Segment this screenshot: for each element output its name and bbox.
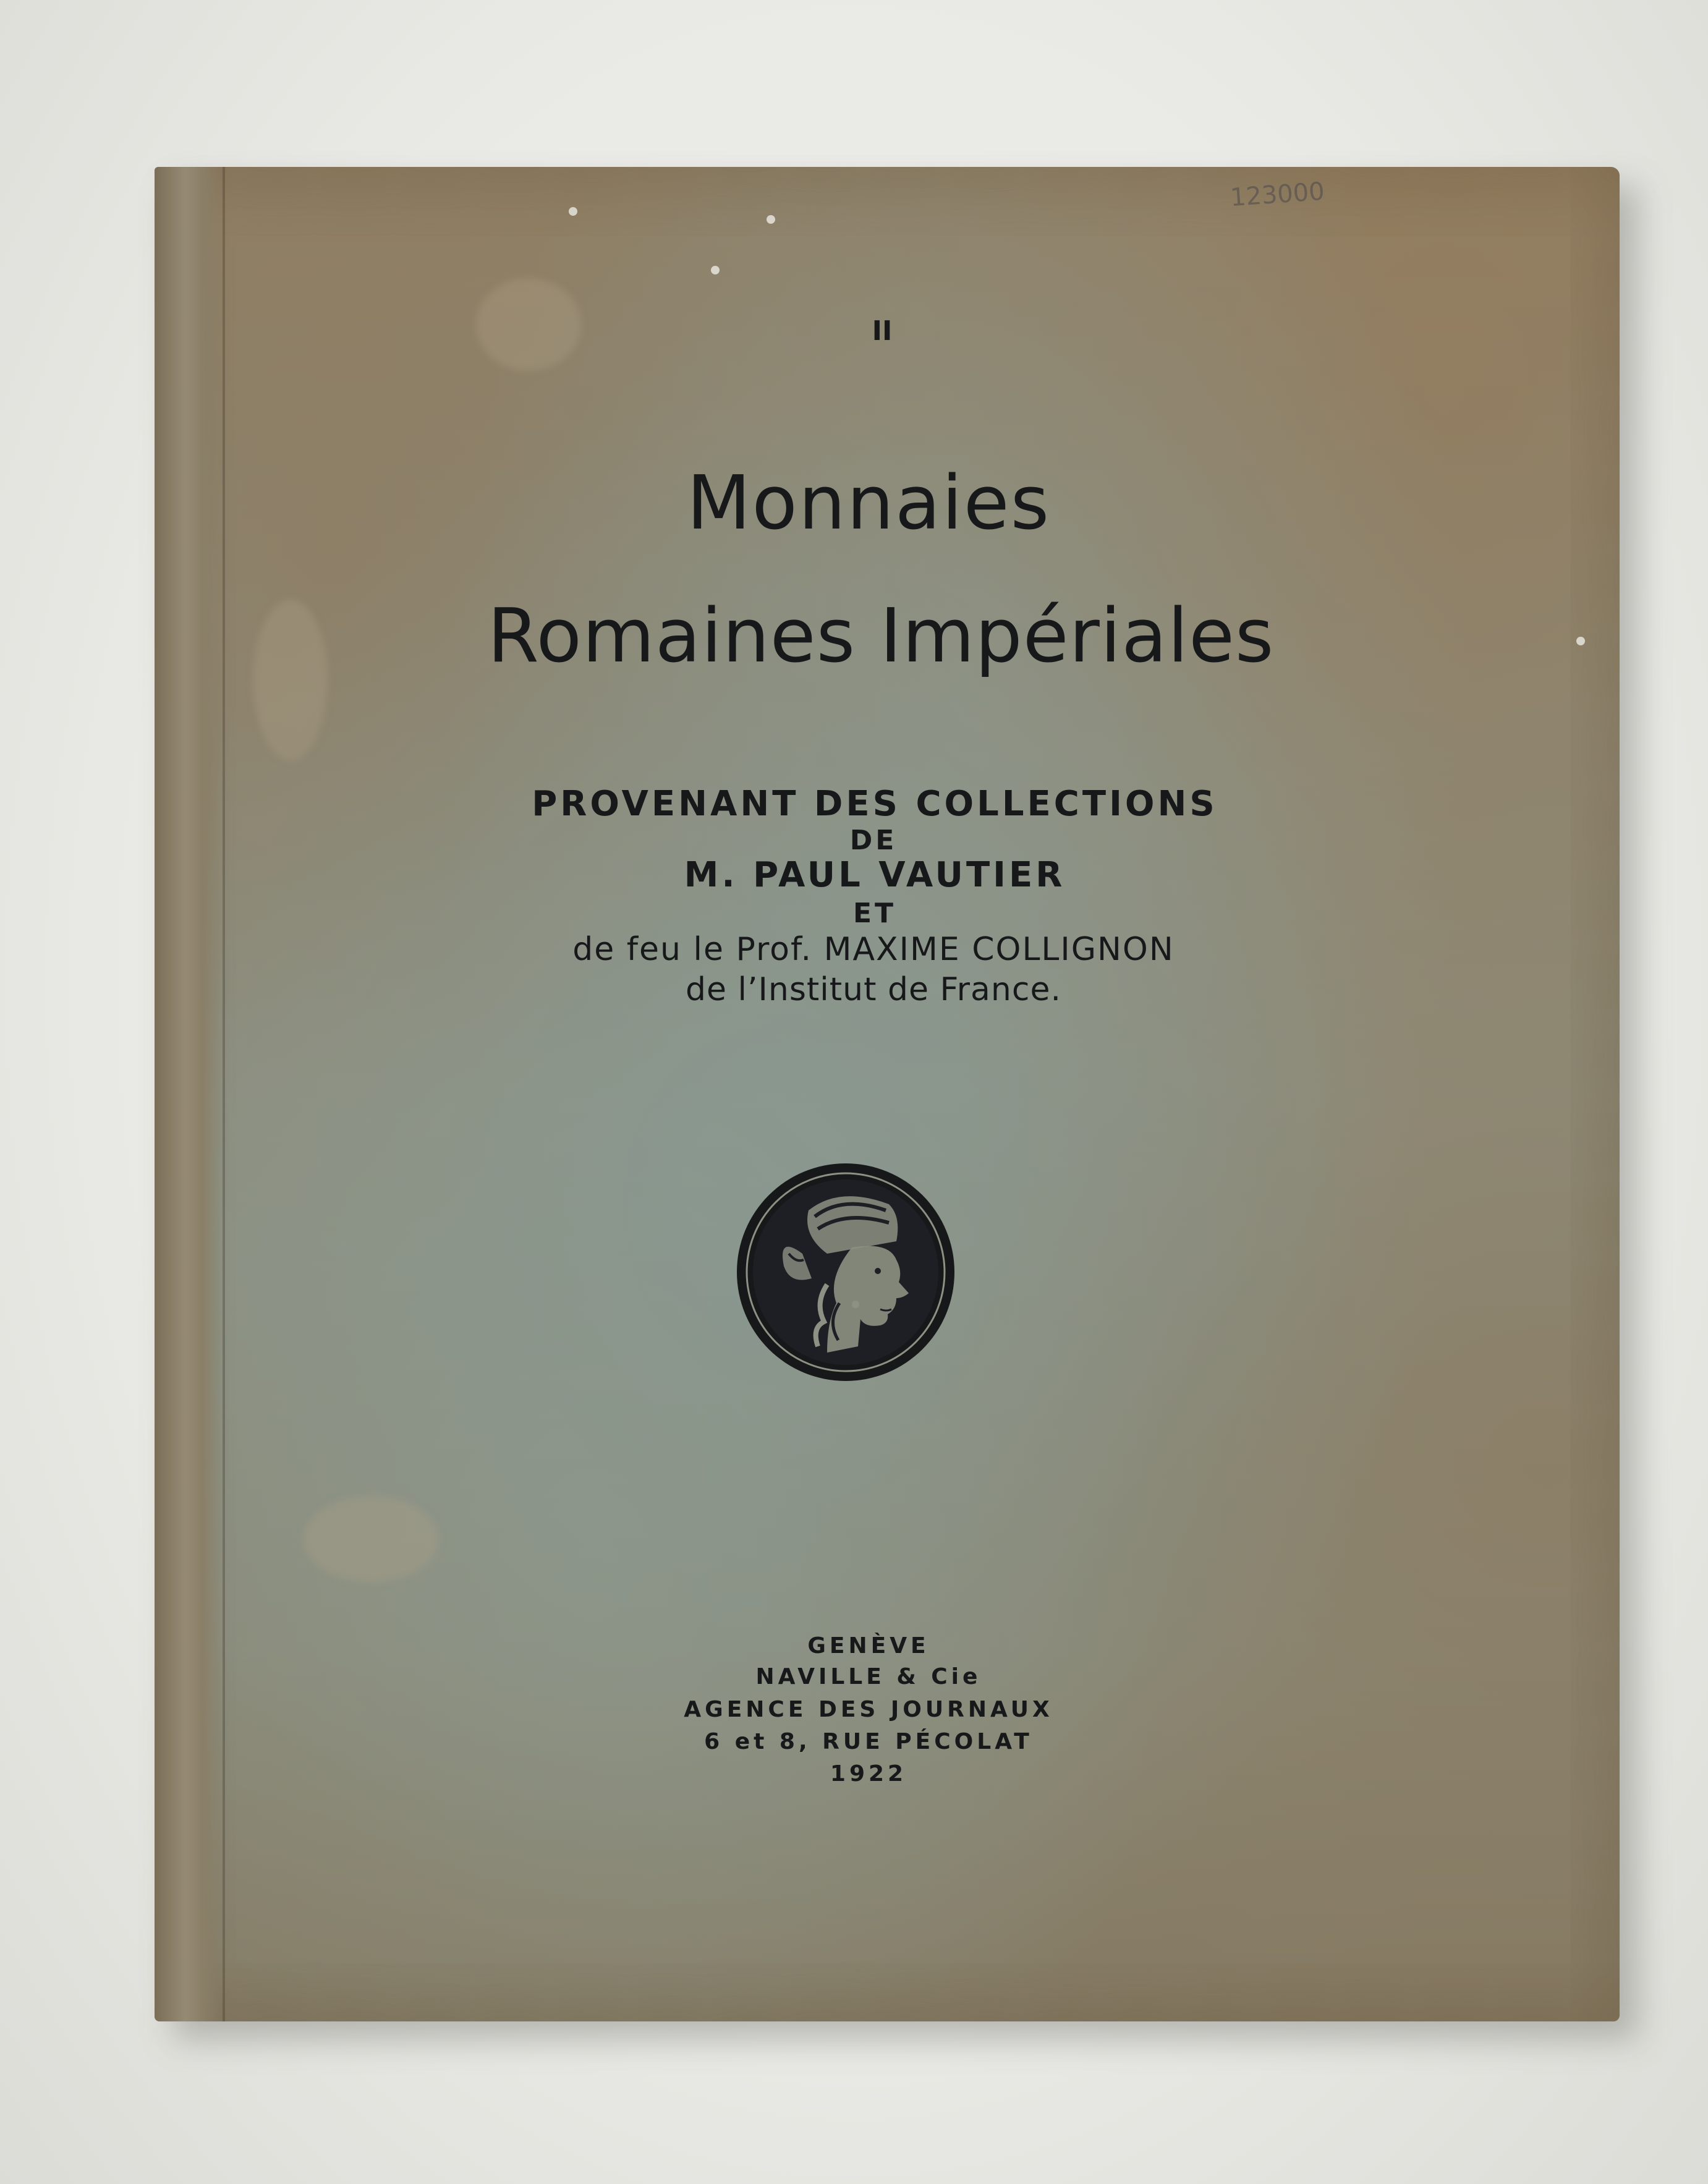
helmeted-head-medallion-icon — [734, 1161, 957, 1383]
pencil-note: 123000 — [1229, 177, 1326, 213]
subtitle-line-4: ET — [852, 898, 897, 929]
subtitle-line-1: PROVENANT DES COLLECTIONS — [532, 784, 1218, 824]
subtitle-line-3: M. PAUL VAUTIER — [684, 855, 1066, 895]
imprint-publisher: NAVILLE & Cie — [755, 1664, 982, 1689]
paper-stain — [303, 1496, 439, 1583]
subtitle-line-2: DE — [849, 825, 898, 856]
volume-number: II — [872, 315, 893, 347]
imprint-city: GENÈVE — [807, 1633, 930, 1659]
paper-speck — [711, 266, 720, 274]
subtitle-line-6: de l’Institut de France. — [686, 971, 1061, 1008]
paper-speck — [767, 215, 775, 224]
imprint-agency: AGENCE DES JOURNAUX — [684, 1697, 1053, 1722]
book-cover — [155, 167, 1620, 2021]
title-line-2: Romaines Impériales — [487, 593, 1275, 679]
title-line-1: Monnaies — [686, 461, 1051, 546]
imprint-year: 1922 — [830, 1761, 907, 1787]
imprint-address: 6 et 8, RUE PÉCOLAT — [704, 1729, 1033, 1754]
paper-speck — [569, 207, 577, 216]
subtitle-line-5: de feu le Prof. MAXIME COLLIGNON — [572, 931, 1175, 968]
